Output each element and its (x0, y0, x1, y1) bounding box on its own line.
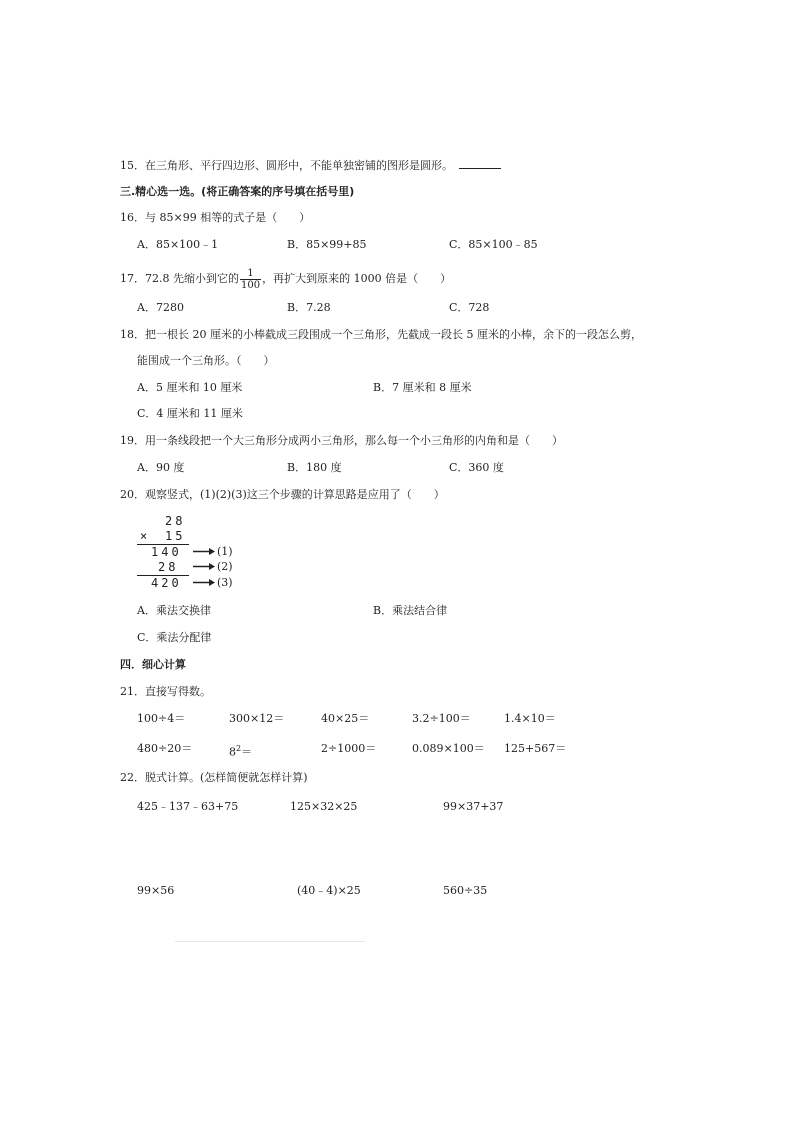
question-16-option-a[interactable]: A．85×100﹣1 (137, 238, 219, 251)
question-22-stem: 22．脱式计算。(怎样简便就怎样计算) (120, 771, 308, 784)
question-20-option-b[interactable]: B．乘法结合律 (373, 604, 448, 617)
mental-math-item-power (229, 742, 252, 760)
mental-math-item: 40×25＝ (321, 712, 370, 725)
power-base: 8 (229, 745, 236, 759)
step-calc-item: (40﹣4)×25 (297, 884, 361, 897)
question-19-option-a[interactable]: A．90 度 (137, 461, 185, 474)
step-calc-item: 125×32×25 (290, 800, 358, 813)
section-3-title: 三.精心选一选。(将正确答案的序号填在括号里) (120, 185, 355, 198)
question-18-stem-line2: 能围成一个三角形。（ ） (137, 354, 275, 367)
mental-math-item: 1.4×10＝ (504, 712, 556, 725)
mental-math-item: 125+567＝ (504, 742, 567, 755)
question-18-option-a[interactable]: A．5 厘米和 10 厘米 (137, 381, 243, 394)
question-16-option-b[interactable]: B．85×99+85 (287, 238, 367, 251)
question-17-option-a[interactable]: A．7280 (137, 301, 184, 314)
vertical-row-5: 420 (151, 576, 182, 590)
question-17-stem-post: ，再扩大到原来的 1000 倍是（ ） (262, 272, 452, 285)
question-17-stem-pre: 17．72.8 先缩小到它的 (120, 272, 239, 285)
fraction (240, 268, 261, 291)
question-18-stem-line1: 18．把一根长 20 厘米的小棒截成三段围成一个三角形，先截成一段长 5 厘米的小棒，余下的一段怎么剪， (120, 328, 642, 341)
mental-math-item: 480÷20＝ (137, 742, 193, 755)
question-16-option-c[interactable]: C．85×100﹣85 (449, 238, 538, 251)
question-20-option-a[interactable]: A．乘法交换律 (137, 604, 211, 617)
vertical-row-1: 28 (165, 514, 186, 528)
vertical-row-4: 28 (158, 560, 179, 574)
arrow-right-icon (193, 578, 215, 587)
question-20-option-c[interactable]: C．乘法分配律 (137, 631, 212, 644)
step-calc-item: 99×56 (137, 884, 175, 897)
step-calc-item: 560÷35 (443, 884, 488, 897)
vertical-row-3: 140 (151, 545, 182, 559)
mental-math-item: 0.089×100＝ (412, 742, 485, 755)
question-19-stem: 19．用一条线段把一个大三角形分成两小三角形，那么每一个小三角形的内角和是（ ） (120, 434, 563, 447)
question-15-text: 15．在三角形、平行四边形、圆形中，不能单独密铺的图形是圆形。 (120, 159, 453, 172)
vertical-row-2: 15 (165, 529, 186, 543)
vertical-operator: × (140, 529, 151, 543)
question-19-option-c[interactable]: C．360 度 (449, 461, 504, 474)
question-18-option-c[interactable]: C．4 厘米和 11 厘米 (137, 407, 243, 420)
step-calc-item: 425﹣137﹣63+75 (137, 800, 239, 813)
equals-sign: ＝ (241, 745, 253, 759)
mental-math-item: 2÷1000＝ (321, 742, 377, 755)
mental-math-item: 100÷4＝ (137, 712, 186, 725)
fraction-numerator: 1 (240, 268, 261, 280)
mental-math-item: 300×12＝ (229, 712, 285, 725)
step-calc-item: 99×37+37 (443, 800, 504, 813)
step-label-3: (3) (217, 576, 233, 589)
question-20-stem: 20．观察竖式，(1)(2)(3)这三个步骤的计算思路是应用了（ ） (120, 488, 445, 501)
divider (175, 941, 365, 942)
mental-math-item: 3.2÷100＝ (412, 712, 471, 725)
power-exponent: 2 (236, 744, 242, 753)
fraction-denominator: 100 (241, 279, 261, 291)
question-17-option-c[interactable]: C．728 (449, 301, 490, 314)
step-label-2: (2) (217, 560, 233, 573)
answer-blank[interactable] (459, 158, 501, 169)
question-19-option-b[interactable]: B．180 度 (287, 461, 342, 474)
question-16-stem: 16．与 85×99 相等的式子是（ ） (120, 211, 311, 224)
question-21-stem: 21．直接写得数。 (120, 685, 211, 698)
question-18-option-b[interactable]: B．7 厘米和 8 厘米 (373, 381, 472, 394)
arrow-right-icon (193, 547, 215, 556)
question-17-stem (120, 266, 451, 292)
question-15 (120, 158, 501, 173)
arrow-right-icon (193, 562, 215, 571)
step-label-1: (1) (217, 545, 233, 558)
section-4-title: 四．细心计算 (120, 658, 186, 671)
question-17-option-b[interactable]: B．7.28 (287, 301, 331, 314)
